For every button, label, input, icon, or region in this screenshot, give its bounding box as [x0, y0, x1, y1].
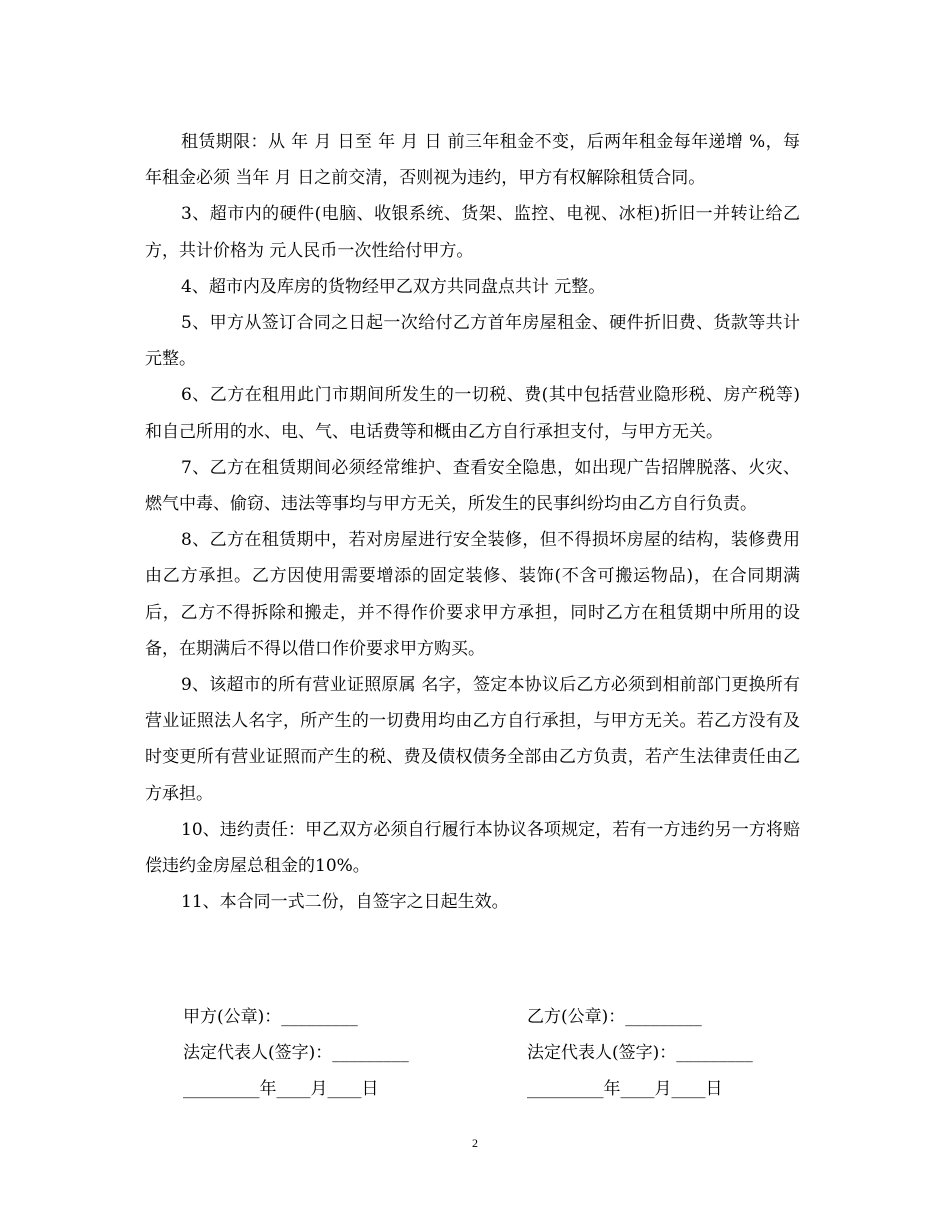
page-number: 2 [472, 1136, 478, 1150]
paragraph-4-inventory: 4、超市内及库房的货物经甲乙双方共同盘点共计 元整。 [181, 276, 606, 297]
contract-body [145, 124, 800, 920]
party-b-seal-line: 乙方(公章)：_________ [527, 1007, 702, 1027]
paragraph-lease-term: 租赁期限：从 年 月 日至 年 月 日 前三年租金不变，后两年租金每年递增 %，每年租金必须 当年 月 日之前交清，否则视为违约，甲方有权解除租赁合同。 [145, 132, 800, 189]
paragraph-9-licenses: 9、该超市的所有营业证照原属 名字，签定本协议后乙方必须到相前部门更换所有营业证照法人名字，所产生的一切费用均由乙方自行承担，与甲方无关。若乙方没有及时变更所有营业证照而产生的税、费及债权债务全部由乙方负责，若产生法律责任由乙方承担。 [145, 675, 800, 804]
paragraph-5-payment: 5、甲方从签订合同之日起一次给付乙方首年房屋租金、硬件折旧费、货款等共计 元整。 [145, 313, 800, 370]
party-b-representative-line: 法定代表人(签字)：_________ [527, 1043, 753, 1063]
paragraph-6-taxes: 6、乙方在租用此门市期间所发生的一切税、费(其中包括营业隐形税、房产税等)和自己所用的水、电、气、电话费等和概由乙方自行承担支付，与甲方无关。 [145, 385, 800, 442]
paragraph-10-liability: 10、违约责任：甲乙双方必须自行履行本协议各项规定，若有一方违约另一方将赔偿违约金房屋总租金的10%。 [145, 819, 800, 877]
paragraph-8-renovation: 8、乙方在租赁期中，若对房屋进行安全装修，但不得损坏房屋的结构，装修费用由乙方承担。乙方因使用需要增添的固定装修、装饰(不含可搬运物品)，在合同期满后，乙方不得拆除和搬走，并不得作价要求甲方承担，同时乙方在租赁期中所用的设备，在期满后不得以借口作价要求甲方购买。 [145, 530, 800, 659]
party-a-representative-line: 法定代表人(签字)：_________ [183, 1043, 409, 1063]
paragraph-7-safety: 7、乙方在租赁期间必须经常维护、查看安全隐患，如出现广告招牌脱落、火灾、燃气中毒、偷窃、违法等事均与甲方无关，所发生的民事纠纷均由乙方自行负责。 [145, 457, 800, 515]
party-a-date-line: _________年____月____日 [183, 1079, 379, 1099]
party-b-date-line: _________年____月____日 [527, 1079, 723, 1099]
paragraph-11-effective: 11、本合同一式二份，自签字之日起生效。 [181, 892, 509, 913]
party-a-seal-line: 甲方(公章)：_________ [183, 1007, 358, 1027]
paragraph-3-hardware: 3、超市内的硬件(电脑、收银系统、货架、监控、电视、冰柜)折旧一并转让给乙方，共计价格为 元人民币一次性给付甲方。 [145, 204, 800, 261]
